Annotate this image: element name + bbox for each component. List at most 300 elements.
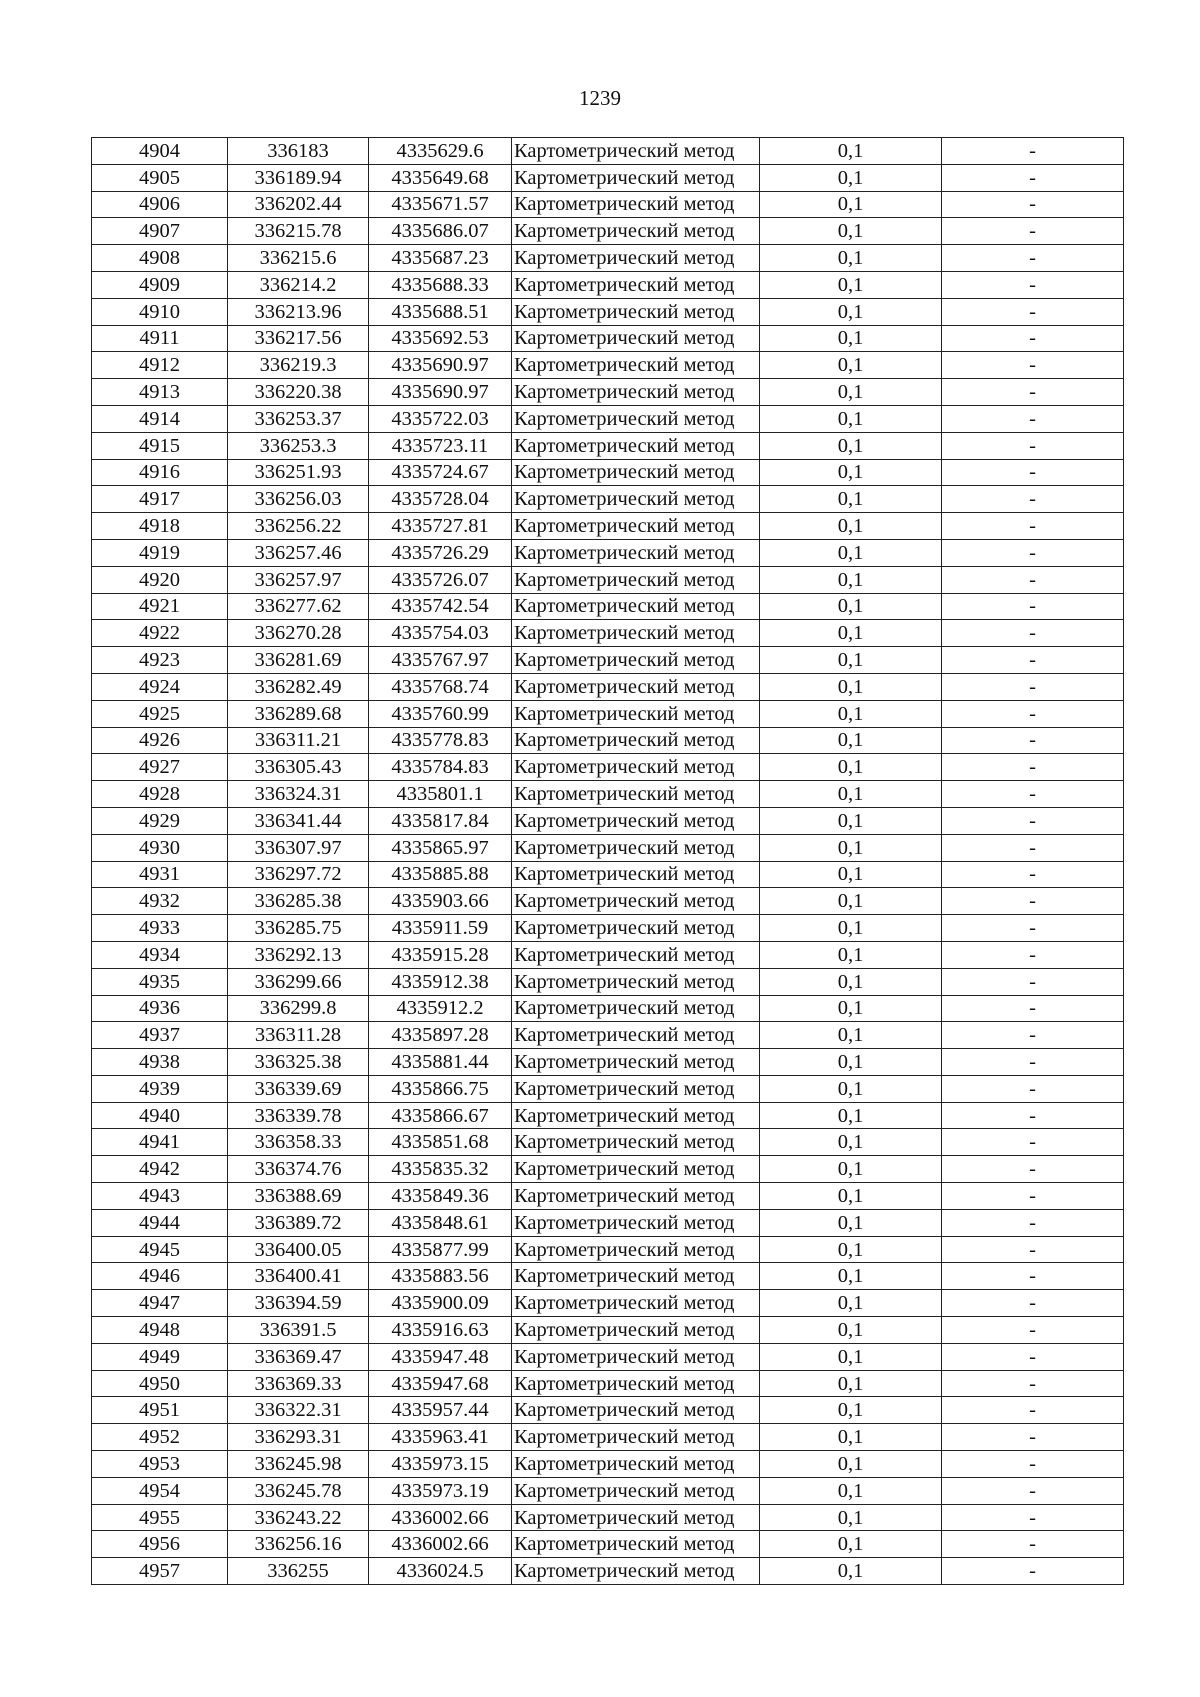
x-coordinate-cell: 336341.44 xyxy=(228,807,369,834)
y-coordinate-cell: 4335973.15 xyxy=(369,1451,512,1478)
table-row xyxy=(92,968,1124,995)
table-row xyxy=(92,834,1124,861)
x-coordinate-cell: 336369.33 xyxy=(228,1370,369,1397)
y-coordinate-cell: 4335688.33 xyxy=(369,271,512,298)
accuracy-cell: 0,1 xyxy=(760,1075,942,1102)
point-number-cell: 4949 xyxy=(92,1343,228,1370)
y-coordinate-cell: 4335916.63 xyxy=(369,1317,512,1344)
accuracy-cell: 0,1 xyxy=(760,1424,942,1451)
accuracy-cell: 0,1 xyxy=(760,888,942,915)
point-number-cell: 4937 xyxy=(92,1022,228,1049)
y-coordinate-cell: 4335912.38 xyxy=(369,968,512,995)
accuracy-cell: 0,1 xyxy=(760,298,942,325)
y-coordinate-cell: 4335947.68 xyxy=(369,1370,512,1397)
table-row xyxy=(92,1397,1124,1424)
method-cell: Картометрический метод xyxy=(512,1263,760,1290)
method-cell: Картометрический метод xyxy=(512,861,760,888)
method-cell: Картометрический метод xyxy=(512,647,760,674)
coordinates-table xyxy=(91,137,1124,1585)
y-coordinate-cell: 4335848.61 xyxy=(369,1209,512,1236)
x-coordinate-cell: 336253.3 xyxy=(228,432,369,459)
point-number-cell: 4957 xyxy=(92,1558,228,1585)
accuracy-cell: 0,1 xyxy=(760,700,942,727)
accuracy-cell: 0,1 xyxy=(760,352,942,379)
note-cell: - xyxy=(942,164,1124,191)
method-cell: Картометрический метод xyxy=(512,164,760,191)
table-row xyxy=(92,379,1124,406)
note-cell: - xyxy=(942,1317,1124,1344)
note-cell: - xyxy=(942,620,1124,647)
point-number-cell: 4941 xyxy=(92,1129,228,1156)
x-coordinate-cell: 336257.46 xyxy=(228,539,369,566)
note-cell: - xyxy=(942,379,1124,406)
x-coordinate-cell: 336307.97 xyxy=(228,834,369,861)
x-coordinate-cell: 336299.66 xyxy=(228,968,369,995)
method-cell: Картометрический метод xyxy=(512,566,760,593)
table-row xyxy=(92,513,1124,540)
point-number-cell: 4910 xyxy=(92,298,228,325)
x-coordinate-cell: 336281.69 xyxy=(228,647,369,674)
table-row xyxy=(92,1558,1124,1585)
x-coordinate-cell: 336391.5 xyxy=(228,1317,369,1344)
y-coordinate-cell: 4335686.07 xyxy=(369,218,512,245)
table-row xyxy=(92,138,1124,165)
table-row xyxy=(92,807,1124,834)
accuracy-cell: 0,1 xyxy=(760,1236,942,1263)
x-coordinate-cell: 336400.41 xyxy=(228,1263,369,1290)
point-number-cell: 4906 xyxy=(92,191,228,218)
table-row xyxy=(92,647,1124,674)
y-coordinate-cell: 4335649.68 xyxy=(369,164,512,191)
x-coordinate-cell: 336219.3 xyxy=(228,352,369,379)
table-row xyxy=(92,539,1124,566)
note-cell: - xyxy=(942,1102,1124,1129)
point-number-cell: 4911 xyxy=(92,325,228,352)
x-coordinate-cell: 336297.72 xyxy=(228,861,369,888)
table-row xyxy=(92,271,1124,298)
table-row xyxy=(92,245,1124,272)
y-coordinate-cell: 4335900.09 xyxy=(369,1290,512,1317)
point-number-cell: 4939 xyxy=(92,1075,228,1102)
x-coordinate-cell: 336245.98 xyxy=(228,1451,369,1478)
table-row xyxy=(92,673,1124,700)
accuracy-cell: 0,1 xyxy=(760,593,942,620)
method-cell: Картометрический метод xyxy=(512,995,760,1022)
table-row xyxy=(92,995,1124,1022)
accuracy-cell: 0,1 xyxy=(760,379,942,406)
x-coordinate-cell: 336339.69 xyxy=(228,1075,369,1102)
note-cell: - xyxy=(942,298,1124,325)
table-row xyxy=(92,191,1124,218)
point-number-cell: 4912 xyxy=(92,352,228,379)
point-number-cell: 4919 xyxy=(92,539,228,566)
point-number-cell: 4904 xyxy=(92,138,228,165)
point-number-cell: 4921 xyxy=(92,593,228,620)
x-coordinate-cell: 336277.62 xyxy=(228,593,369,620)
table-row xyxy=(92,325,1124,352)
table-row xyxy=(92,593,1124,620)
point-number-cell: 4922 xyxy=(92,620,228,647)
x-coordinate-cell: 336374.76 xyxy=(228,1156,369,1183)
y-coordinate-cell: 4335690.97 xyxy=(369,379,512,406)
y-coordinate-cell: 4335728.04 xyxy=(369,486,512,513)
table-row xyxy=(92,1102,1124,1129)
note-cell: - xyxy=(942,1424,1124,1451)
method-cell: Картометрический метод xyxy=(512,1343,760,1370)
table-row xyxy=(92,1370,1124,1397)
method-cell: Картометрический метод xyxy=(512,1370,760,1397)
note-cell: - xyxy=(942,1343,1124,1370)
y-coordinate-cell: 4335778.83 xyxy=(369,727,512,754)
y-coordinate-cell: 4335877.99 xyxy=(369,1236,512,1263)
method-cell: Картометрический метод xyxy=(512,539,760,566)
x-coordinate-cell: 336270.28 xyxy=(228,620,369,647)
table-row xyxy=(92,1477,1124,1504)
y-coordinate-cell: 4335671.57 xyxy=(369,191,512,218)
accuracy-cell: 0,1 xyxy=(760,995,942,1022)
accuracy-cell: 0,1 xyxy=(760,1022,942,1049)
table-row xyxy=(92,727,1124,754)
coordinates-table-body xyxy=(92,138,1124,1585)
table-row xyxy=(92,915,1124,942)
y-coordinate-cell: 4335690.97 xyxy=(369,352,512,379)
method-cell: Картометрический метод xyxy=(512,1424,760,1451)
point-number-cell: 4920 xyxy=(92,566,228,593)
note-cell: - xyxy=(942,647,1124,674)
table-row xyxy=(92,1156,1124,1183)
method-cell: Картометрический метод xyxy=(512,1558,760,1585)
accuracy-cell: 0,1 xyxy=(760,1263,942,1290)
x-coordinate-cell: 336305.43 xyxy=(228,754,369,781)
x-coordinate-cell: 336394.59 xyxy=(228,1290,369,1317)
point-number-cell: 4916 xyxy=(92,459,228,486)
accuracy-cell: 0,1 xyxy=(760,968,942,995)
accuracy-cell: 0,1 xyxy=(760,673,942,700)
accuracy-cell: 0,1 xyxy=(760,1477,942,1504)
accuracy-cell: 0,1 xyxy=(760,432,942,459)
point-number-cell: 4943 xyxy=(92,1183,228,1210)
point-number-cell: 4951 xyxy=(92,1397,228,1424)
x-coordinate-cell: 336256.22 xyxy=(228,513,369,540)
y-coordinate-cell: 4335957.44 xyxy=(369,1397,512,1424)
accuracy-cell: 0,1 xyxy=(760,1370,942,1397)
point-number-cell: 4947 xyxy=(92,1290,228,1317)
y-coordinate-cell: 4335742.54 xyxy=(369,593,512,620)
note-cell: - xyxy=(942,1558,1124,1585)
point-number-cell: 4935 xyxy=(92,968,228,995)
x-coordinate-cell: 336285.38 xyxy=(228,888,369,915)
y-coordinate-cell: 4335801.1 xyxy=(369,781,512,808)
point-number-cell: 4945 xyxy=(92,1236,228,1263)
note-cell: - xyxy=(942,995,1124,1022)
y-coordinate-cell: 4336002.66 xyxy=(369,1504,512,1531)
x-coordinate-cell: 336299.8 xyxy=(228,995,369,1022)
table-row xyxy=(92,888,1124,915)
y-coordinate-cell: 4335915.28 xyxy=(369,941,512,968)
note-cell: - xyxy=(942,245,1124,272)
method-cell: Картометрический метод xyxy=(512,459,760,486)
note-cell: - xyxy=(942,405,1124,432)
x-coordinate-cell: 336358.33 xyxy=(228,1129,369,1156)
x-coordinate-cell: 336189.94 xyxy=(228,164,369,191)
y-coordinate-cell: 4335947.48 xyxy=(369,1343,512,1370)
y-coordinate-cell: 4335881.44 xyxy=(369,1049,512,1076)
method-cell: Картометрический метод xyxy=(512,915,760,942)
accuracy-cell: 0,1 xyxy=(760,164,942,191)
y-coordinate-cell: 4335911.59 xyxy=(369,915,512,942)
y-coordinate-cell: 4335724.67 xyxy=(369,459,512,486)
method-cell: Картометрический метод xyxy=(512,432,760,459)
table-row xyxy=(92,405,1124,432)
table-row xyxy=(92,1075,1124,1102)
x-coordinate-cell: 336255 xyxy=(228,1558,369,1585)
x-coordinate-cell: 336243.22 xyxy=(228,1504,369,1531)
y-coordinate-cell: 4335692.53 xyxy=(369,325,512,352)
method-cell: Картометрический метод xyxy=(512,1451,760,1478)
note-cell: - xyxy=(942,271,1124,298)
y-coordinate-cell: 4335727.81 xyxy=(369,513,512,540)
accuracy-cell: 0,1 xyxy=(760,1209,942,1236)
accuracy-cell: 0,1 xyxy=(760,1451,942,1478)
y-coordinate-cell: 4335866.67 xyxy=(369,1102,512,1129)
method-cell: Картометрический метод xyxy=(512,513,760,540)
note-cell: - xyxy=(942,459,1124,486)
accuracy-cell: 0,1 xyxy=(760,218,942,245)
x-coordinate-cell: 336256.03 xyxy=(228,486,369,513)
point-number-cell: 4914 xyxy=(92,405,228,432)
table-row xyxy=(92,861,1124,888)
table-row xyxy=(92,620,1124,647)
x-coordinate-cell: 336322.31 xyxy=(228,1397,369,1424)
note-cell: - xyxy=(942,1504,1124,1531)
y-coordinate-cell: 4335722.03 xyxy=(369,405,512,432)
note-cell: - xyxy=(942,1236,1124,1263)
x-coordinate-cell: 336202.44 xyxy=(228,191,369,218)
point-number-cell: 4956 xyxy=(92,1531,228,1558)
method-cell: Картометрический метод xyxy=(512,1129,760,1156)
table-row xyxy=(92,754,1124,781)
x-coordinate-cell: 336257.97 xyxy=(228,566,369,593)
table-row xyxy=(92,1209,1124,1236)
note-cell: - xyxy=(942,486,1124,513)
method-cell: Картометрический метод xyxy=(512,754,760,781)
y-coordinate-cell: 4335865.97 xyxy=(369,834,512,861)
accuracy-cell: 0,1 xyxy=(760,1156,942,1183)
note-cell: - xyxy=(942,807,1124,834)
table-row xyxy=(92,432,1124,459)
method-cell: Картометрический метод xyxy=(512,1183,760,1210)
point-number-cell: 4909 xyxy=(92,271,228,298)
accuracy-cell: 0,1 xyxy=(760,941,942,968)
point-number-cell: 4952 xyxy=(92,1424,228,1451)
accuracy-cell: 0,1 xyxy=(760,1129,942,1156)
point-number-cell: 4942 xyxy=(92,1156,228,1183)
accuracy-cell: 0,1 xyxy=(760,405,942,432)
note-cell: - xyxy=(942,513,1124,540)
method-cell: Картометрический метод xyxy=(512,1397,760,1424)
accuracy-cell: 0,1 xyxy=(760,1504,942,1531)
method-cell: Картометрический метод xyxy=(512,620,760,647)
x-coordinate-cell: 336311.21 xyxy=(228,727,369,754)
x-coordinate-cell: 336220.38 xyxy=(228,379,369,406)
table-row xyxy=(92,566,1124,593)
accuracy-cell: 0,1 xyxy=(760,781,942,808)
note-cell: - xyxy=(942,781,1124,808)
x-coordinate-cell: 336256.16 xyxy=(228,1531,369,1558)
note-cell: - xyxy=(942,191,1124,218)
method-cell: Картометрический метод xyxy=(512,1075,760,1102)
y-coordinate-cell: 4335851.68 xyxy=(369,1129,512,1156)
accuracy-cell: 0,1 xyxy=(760,1102,942,1129)
accuracy-cell: 0,1 xyxy=(760,1531,942,1558)
table-row xyxy=(92,1236,1124,1263)
table-row xyxy=(92,1290,1124,1317)
point-number-cell: 4923 xyxy=(92,647,228,674)
y-coordinate-cell: 4335912.2 xyxy=(369,995,512,1022)
y-coordinate-cell: 4335903.66 xyxy=(369,888,512,915)
page-number: 1239 xyxy=(579,86,621,110)
note-cell: - xyxy=(942,834,1124,861)
x-coordinate-cell: 336325.38 xyxy=(228,1049,369,1076)
table-row xyxy=(92,1504,1124,1531)
y-coordinate-cell: 4336002.66 xyxy=(369,1531,512,1558)
x-coordinate-cell: 336369.47 xyxy=(228,1343,369,1370)
x-coordinate-cell: 336213.96 xyxy=(228,298,369,325)
point-number-cell: 4933 xyxy=(92,915,228,942)
x-coordinate-cell: 336292.13 xyxy=(228,941,369,968)
x-coordinate-cell: 336282.49 xyxy=(228,673,369,700)
note-cell: - xyxy=(942,138,1124,165)
table-row xyxy=(92,1451,1124,1478)
x-coordinate-cell: 336388.69 xyxy=(228,1183,369,1210)
accuracy-cell: 0,1 xyxy=(760,1558,942,1585)
table-row xyxy=(92,164,1124,191)
method-cell: Картометрический метод xyxy=(512,781,760,808)
point-number-cell: 4944 xyxy=(92,1209,228,1236)
method-cell: Картометрический метод xyxy=(512,379,760,406)
note-cell: - xyxy=(942,861,1124,888)
note-cell: - xyxy=(942,1290,1124,1317)
method-cell: Картометрический метод xyxy=(512,352,760,379)
table-row xyxy=(92,1049,1124,1076)
table-row xyxy=(92,459,1124,486)
note-cell: - xyxy=(942,754,1124,781)
note-cell: - xyxy=(942,1156,1124,1183)
x-coordinate-cell: 336289.68 xyxy=(228,700,369,727)
method-cell: Картометрический метод xyxy=(512,1102,760,1129)
method-cell: Картометрический метод xyxy=(512,941,760,968)
y-coordinate-cell: 4335754.03 xyxy=(369,620,512,647)
table-row xyxy=(92,352,1124,379)
method-cell: Картометрический метод xyxy=(512,1504,760,1531)
accuracy-cell: 0,1 xyxy=(760,834,942,861)
accuracy-cell: 0,1 xyxy=(760,539,942,566)
table-row xyxy=(92,298,1124,325)
point-number-cell: 4938 xyxy=(92,1049,228,1076)
table-row xyxy=(92,1263,1124,1290)
note-cell: - xyxy=(942,941,1124,968)
x-coordinate-cell: 336214.2 xyxy=(228,271,369,298)
note-cell: - xyxy=(942,1451,1124,1478)
y-coordinate-cell: 4335866.75 xyxy=(369,1075,512,1102)
accuracy-cell: 0,1 xyxy=(760,513,942,540)
x-coordinate-cell: 336285.75 xyxy=(228,915,369,942)
y-coordinate-cell: 4335784.83 xyxy=(369,754,512,781)
point-number-cell: 4927 xyxy=(92,754,228,781)
y-coordinate-cell: 4335817.84 xyxy=(369,807,512,834)
table-row xyxy=(92,700,1124,727)
point-number-cell: 4925 xyxy=(92,700,228,727)
x-coordinate-cell: 336183 xyxy=(228,138,369,165)
y-coordinate-cell: 4335687.23 xyxy=(369,245,512,272)
table-row xyxy=(92,1424,1124,1451)
table-row xyxy=(92,1531,1124,1558)
y-coordinate-cell: 4335885.88 xyxy=(369,861,512,888)
method-cell: Картометрический метод xyxy=(512,807,760,834)
method-cell: Картометрический метод xyxy=(512,1290,760,1317)
point-number-cell: 4934 xyxy=(92,941,228,968)
y-coordinate-cell: 4335723.11 xyxy=(369,432,512,459)
accuracy-cell: 0,1 xyxy=(760,1183,942,1210)
y-coordinate-cell: 4335883.56 xyxy=(369,1263,512,1290)
accuracy-cell: 0,1 xyxy=(760,861,942,888)
note-cell: - xyxy=(942,539,1124,566)
accuracy-cell: 0,1 xyxy=(760,1343,942,1370)
point-number-cell: 4950 xyxy=(92,1370,228,1397)
method-cell: Картометрический метод xyxy=(512,218,760,245)
note-cell: - xyxy=(942,1129,1124,1156)
point-number-cell: 4908 xyxy=(92,245,228,272)
note-cell: - xyxy=(942,1397,1124,1424)
note-cell: - xyxy=(942,915,1124,942)
table-row xyxy=(92,1317,1124,1344)
x-coordinate-cell: 336311.28 xyxy=(228,1022,369,1049)
method-cell: Картометрический метод xyxy=(512,1022,760,1049)
accuracy-cell: 0,1 xyxy=(760,647,942,674)
x-coordinate-cell: 336217.56 xyxy=(228,325,369,352)
note-cell: - xyxy=(942,888,1124,915)
method-cell: Картометрический метод xyxy=(512,1209,760,1236)
accuracy-cell: 0,1 xyxy=(760,245,942,272)
note-cell: - xyxy=(942,1263,1124,1290)
method-cell: Картометрический метод xyxy=(512,245,760,272)
y-coordinate-cell: 4335963.41 xyxy=(369,1424,512,1451)
point-number-cell: 4936 xyxy=(92,995,228,1022)
note-cell: - xyxy=(942,700,1124,727)
method-cell: Картометрический метод xyxy=(512,1156,760,1183)
note-cell: - xyxy=(942,1075,1124,1102)
note-cell: - xyxy=(942,1183,1124,1210)
accuracy-cell: 0,1 xyxy=(760,807,942,834)
note-cell: - xyxy=(942,566,1124,593)
method-cell: Картометрический метод xyxy=(512,834,760,861)
method-cell: Картометрический метод xyxy=(512,325,760,352)
point-number-cell: 4946 xyxy=(92,1263,228,1290)
note-cell: - xyxy=(942,968,1124,995)
point-number-cell: 4915 xyxy=(92,432,228,459)
y-coordinate-cell: 4335973.19 xyxy=(369,1477,512,1504)
method-cell: Картометрический метод xyxy=(512,968,760,995)
method-cell: Картометрический метод xyxy=(512,1236,760,1263)
note-cell: - xyxy=(942,325,1124,352)
point-number-cell: 4905 xyxy=(92,164,228,191)
accuracy-cell: 0,1 xyxy=(760,191,942,218)
accuracy-cell: 0,1 xyxy=(760,754,942,781)
y-coordinate-cell: 4335726.29 xyxy=(369,539,512,566)
point-number-cell: 4917 xyxy=(92,486,228,513)
x-coordinate-cell: 336293.31 xyxy=(228,1424,369,1451)
method-cell: Картометрический метод xyxy=(512,673,760,700)
